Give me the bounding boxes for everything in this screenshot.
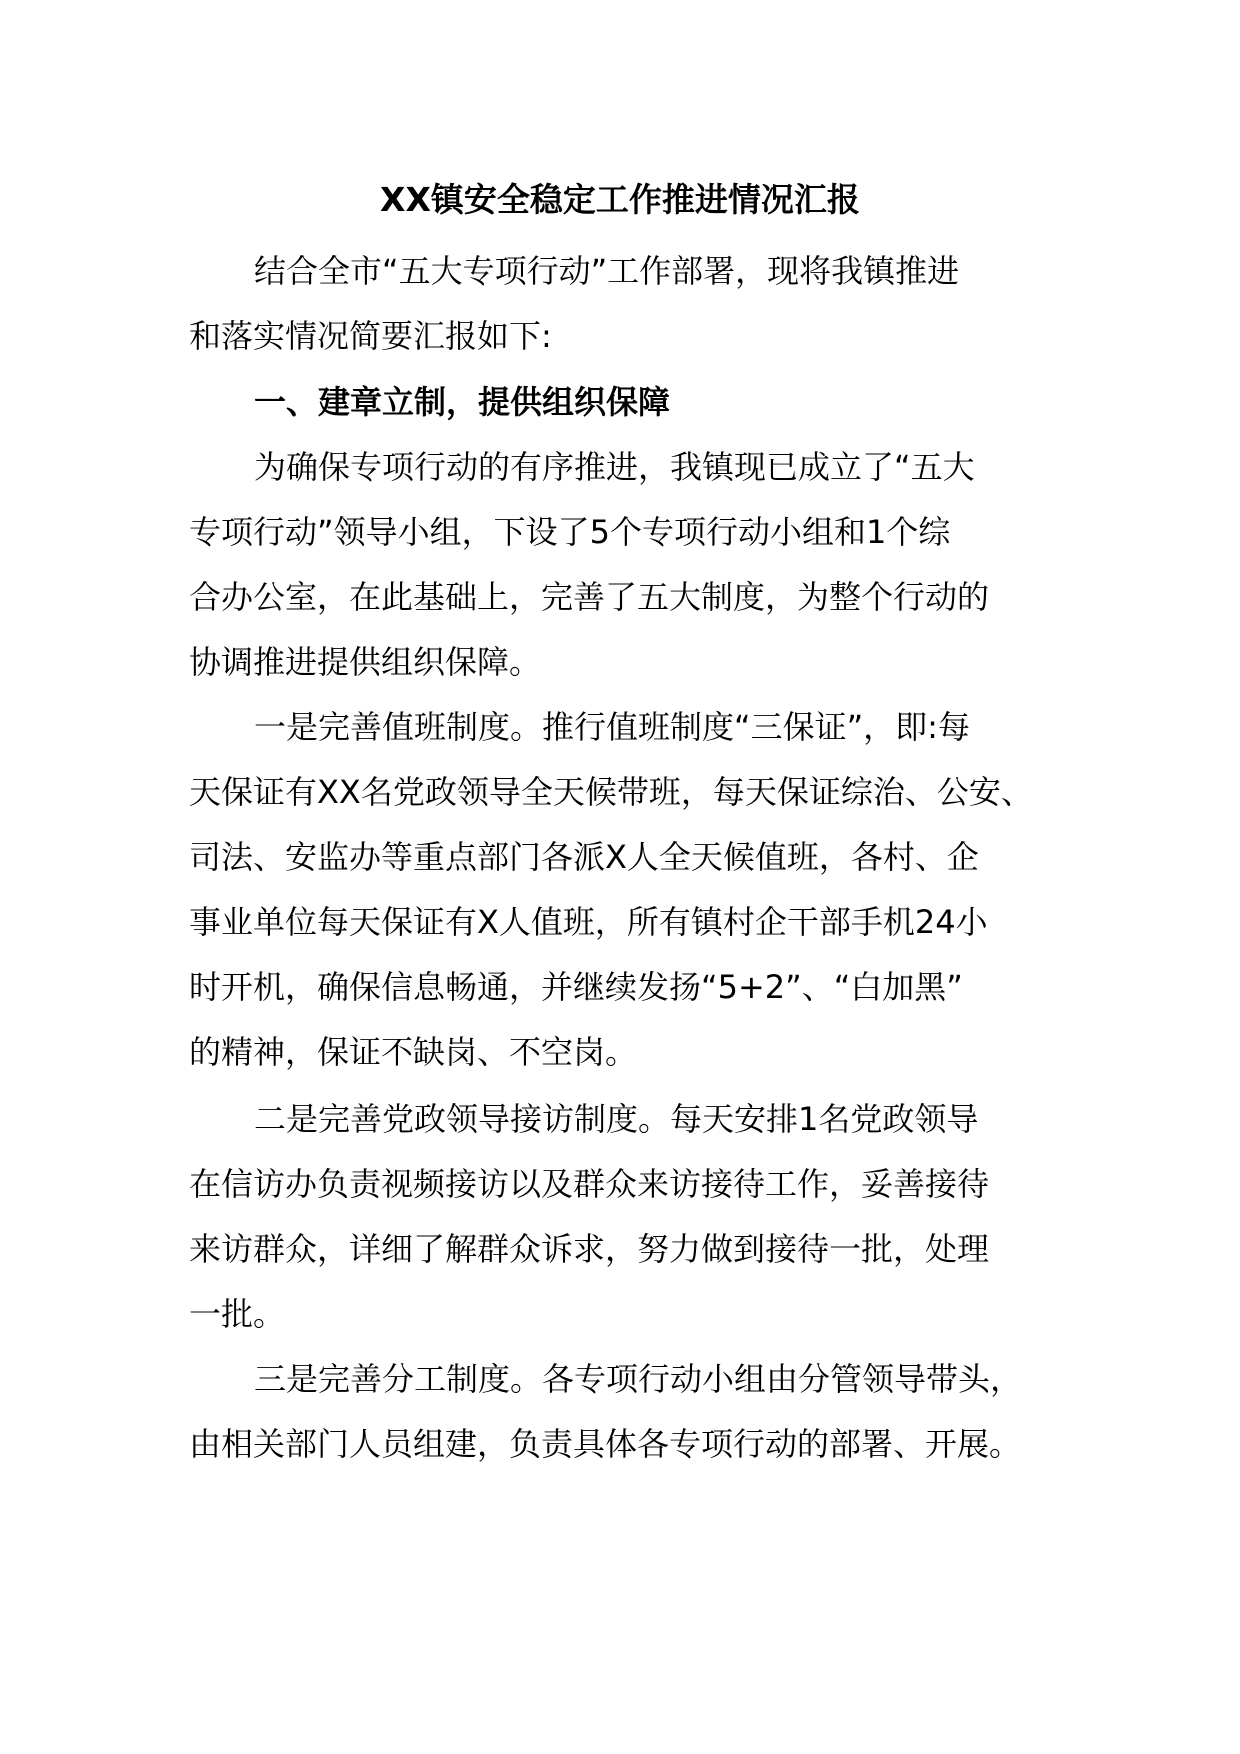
intro-line-2: 和落实情况简要汇报如下:	[189, 317, 552, 355]
paragraph-2-line-6: 的精神，保证不缺岗、不空岗。	[189, 1033, 638, 1071]
paragraph-1-line-1: 为确保专项行动的有序推进，我镇现已成立了“五大	[254, 448, 975, 486]
paragraph-2-line-4: 事业单位每天保证有X人值班，所有镇村企干部手机24小	[189, 903, 988, 941]
intro-line-1: 结合全市“五大专项行动”工作部署，现将我镇推进	[254, 252, 960, 290]
paragraph-1-line-3: 合办公室，在此基础上，完善了五大制度，为整个行动的	[189, 578, 990, 616]
paragraph-3-line-3: 来访群众，详细了解群众诉求，努力做到接待一批，处理	[189, 1230, 990, 1268]
paragraph-1-line-2: 专项行动”领导小组，下设了5个专项行动小组和1个综	[189, 513, 951, 551]
paragraph-3-line-2: 在信访办负责视频接访以及群众来访接待工作，妥善接待	[189, 1165, 990, 1203]
section-heading-1: 一、建章立制，提供组织保障	[254, 383, 671, 421]
paragraph-4-line-1: 三是完善分工制度。各专项行动小组由分管领导带头，	[254, 1360, 1023, 1398]
paragraph-1-line-4: 协调推进提供组织保障。	[189, 643, 542, 681]
paragraph-3-line-4: 一批。	[189, 1295, 286, 1333]
paragraph-2-line-1: 一是完善值班制度。推行值班制度“三保证”，即:每	[254, 708, 970, 746]
paragraph-2-line-5: 时开机，确保信息畅通，并继续发扬“5+2”、“白加黑”	[189, 968, 963, 1006]
paragraph-2-line-2: 天保证有XX名党政领导全天候带班，每天保证综治、公安、	[189, 773, 1033, 811]
document-title: XX镇安全稳定工作推进情况汇报	[380, 180, 860, 219]
paragraph-2-line-3: 司法、安监办等重点部门各派X人全天候值班，各村、企	[189, 838, 979, 876]
paragraph-3-line-1: 二是完善党政领导接访制度。每天安排1名党政领导	[254, 1100, 979, 1138]
paragraph-4-line-2: 由相关部门人员组建，负责具体各专项行动的部署、开展。	[189, 1425, 1022, 1463]
